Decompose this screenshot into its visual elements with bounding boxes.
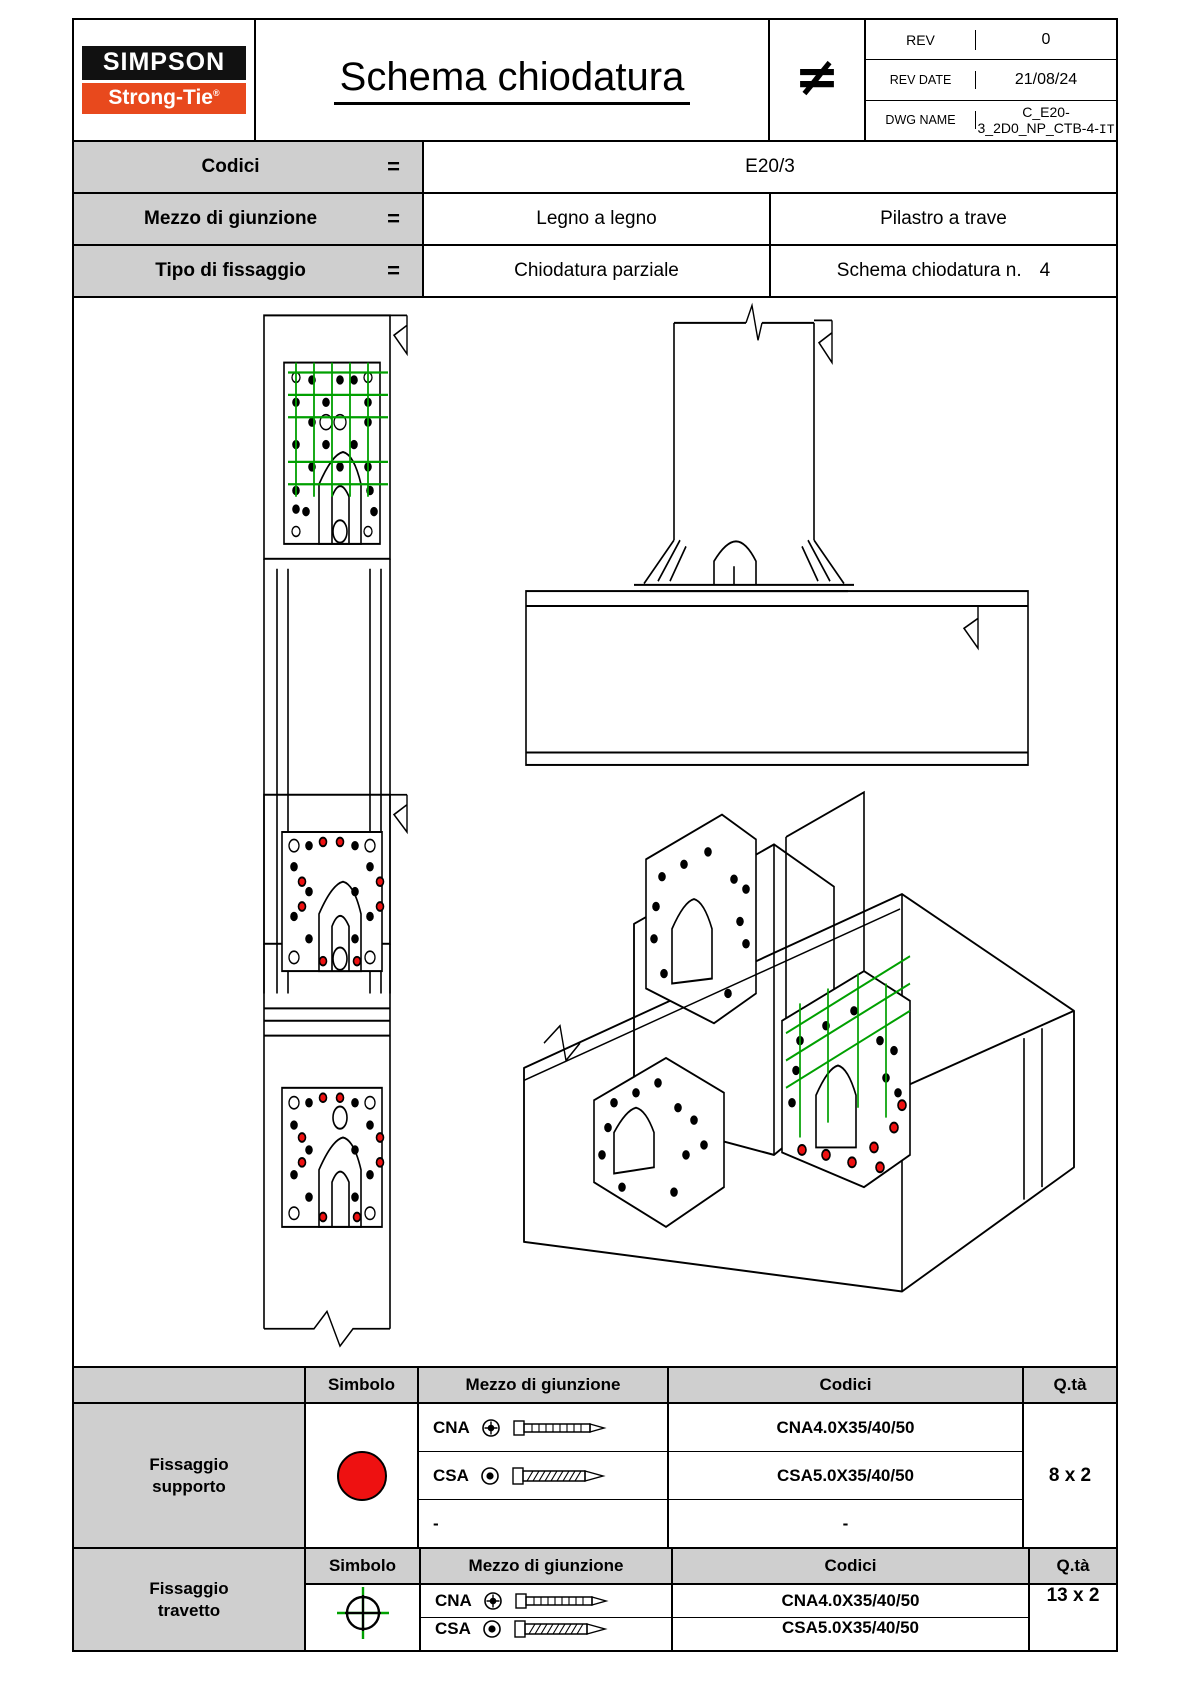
side-view-bottom-left	[264, 1056, 390, 1347]
dwg-name-suffix: IT	[1098, 121, 1115, 137]
info-row-tipo	[74, 246, 1116, 298]
brand-logo-strongtie	[82, 83, 246, 114]
legend-item-mezzo-label: CNA	[433, 1417, 470, 1437]
legend-item-mezzo	[421, 1618, 671, 1640]
legend-header-qta-1: Q.tà	[1053, 1375, 1087, 1394]
screw-profile-icon	[513, 1618, 609, 1640]
dwg-name-label: DWG NAME	[866, 111, 976, 129]
info-value-schema-number: 4	[1039, 260, 1051, 281]
legend-body-row-2	[74, 1549, 1116, 1650]
legend-group-name-supporto-l2: supporto	[152, 1476, 226, 1496]
dwg-name-main: C_E20-3_2D0_NP_CTB-4-	[977, 103, 1099, 136]
legend-header-qta-2-text: Q.tà	[1056, 1556, 1090, 1575]
legend-item-codici: CSA5.0X35/40/50	[669, 1452, 1024, 1499]
not-equal-icon	[770, 20, 866, 140]
info-row-codici	[74, 142, 1116, 194]
brand-registered-mark: ®	[212, 88, 220, 98]
legend-fissaggio-supporto	[74, 1368, 1116, 1549]
legend-qta-supporto: 8 x 2	[1048, 1464, 1092, 1486]
legend-header-simbolo-2	[306, 1549, 419, 1585]
legend-item-row	[419, 1500, 1024, 1547]
legend-header-codici-2-text: Codici	[824, 1556, 877, 1575]
legend-group-name-travetto	[74, 1549, 306, 1650]
legend-codici-col-2	[671, 1549, 1028, 1650]
legend-qta-travetto-text: 13 x 2	[1046, 1585, 1100, 1606]
legend-item-mezzo-label: CSA	[435, 1619, 471, 1638]
not-equal-glyph: ≠	[794, 45, 840, 108]
legend-header-simbolo-1: Simbolo	[306, 1368, 419, 1402]
legend-items-supporto	[419, 1404, 1024, 1547]
legend-mezzo-col-2	[419, 1549, 671, 1650]
round-cross-head-icon	[482, 1590, 504, 1612]
round-cross-head-icon	[480, 1417, 502, 1439]
info-label-codici-text: Codici	[201, 156, 260, 177]
red-filled-circle-icon	[337, 1451, 387, 1501]
brand-logo-simpson: SIMPSON	[82, 46, 246, 80]
legend-item-mezzo-label: -	[433, 1513, 439, 1533]
brand-logo	[74, 20, 256, 140]
legend-item-mezzo	[421, 1585, 671, 1618]
rev-value: 0	[1041, 30, 1051, 48]
legend-symbol-red-circle	[306, 1404, 419, 1547]
sheet-title-text: Schema chiodatura	[334, 56, 691, 105]
info-value-tipo-left: Chiodatura parziale	[424, 246, 771, 296]
isometric-view	[524, 792, 1074, 1291]
legend-header-codici-1: Codici	[669, 1368, 1024, 1402]
legend-item-mezzo	[419, 1452, 669, 1499]
legend-item-codici: CSA5.0X35/40/50	[781, 1618, 920, 1637]
legend-group-name-travetto-l1: Fissaggio	[149, 1579, 229, 1599]
dwg-name-value	[976, 104, 1116, 137]
info-value-tipo-right	[771, 246, 1116, 296]
title-block	[74, 20, 1116, 142]
info-label-codici	[74, 142, 424, 192]
legend-symbol-green-crosshair	[306, 1585, 419, 1641]
info-equals-sign: =	[387, 206, 400, 231]
legend-item-mezzo	[419, 1404, 669, 1451]
nail-profile-icon	[512, 1418, 608, 1438]
info-label-mezzo-text: Mezzo di giunzione	[144, 208, 318, 229]
info-label-tipo	[74, 246, 424, 296]
technical-drawing	[74, 298, 1116, 1366]
sheet-frame	[72, 18, 1118, 1652]
info-value-codici: E20/3	[745, 156, 795, 177]
rev-label: REV	[866, 30, 976, 50]
legend-qta-col-2	[1028, 1549, 1116, 1650]
info-value-mezzo-left: Legno a legno	[424, 194, 771, 244]
legend-item-mezzo-label: CNA	[435, 1591, 472, 1610]
legend-header-mezzo-1: Mezzo di giunzione	[419, 1368, 669, 1402]
legend-group-name-supporto	[74, 1404, 306, 1547]
legend-header-row-1	[74, 1368, 1116, 1404]
green-crosshair-circle-icon	[335, 1585, 391, 1641]
info-equals-sign: =	[387, 154, 400, 179]
legend-corner-blank-1	[74, 1368, 306, 1402]
rev-date-value: 21/08/24	[1014, 70, 1078, 88]
legend-fissaggio-travetto	[74, 1549, 1116, 1650]
legend-item-mezzo	[419, 1500, 669, 1547]
legend-group-name-travetto-l2: travetto	[157, 1600, 221, 1620]
legend-item-row	[419, 1452, 1024, 1500]
info-label-mezzo	[74, 194, 424, 244]
side-view-middle-left	[264, 795, 407, 1056]
round-dot-head-icon	[479, 1465, 501, 1487]
legend-body-row-1	[74, 1404, 1116, 1549]
revision-date-row	[866, 60, 1116, 100]
rev-date-label: REV DATE	[866, 71, 976, 89]
legend-group-name-supporto-l1: Fissaggio	[149, 1455, 229, 1475]
nail-profile-icon	[514, 1591, 610, 1611]
drawing-area	[74, 298, 1116, 1368]
legend-item-mezzo-label: CSA	[433, 1465, 469, 1485]
info-label-tipo-text: Tipo di fissaggio	[155, 260, 306, 281]
info-value-mezzo-right: Pilastro a trave	[880, 208, 1007, 229]
info-equals-sign: =	[387, 258, 400, 283]
legend-item-codici: CNA4.0X35/40/50	[673, 1585, 1028, 1618]
round-dot-head-icon	[481, 1618, 503, 1640]
info-row-mezzo	[74, 194, 1116, 246]
legend-header-codici-2	[673, 1549, 1028, 1585]
legend-header-qta-2	[1030, 1549, 1116, 1585]
dwg-name-row	[866, 101, 1116, 140]
legend-header-mezzo-2	[421, 1549, 671, 1585]
legend-item-row	[419, 1404, 1024, 1452]
revision-rows	[866, 20, 1116, 140]
legend-header-simbolo-2-text: Simbolo	[328, 1556, 397, 1575]
revision-block	[768, 20, 1116, 140]
revision-row	[866, 20, 1116, 60]
front-view-top-right	[526, 305, 1028, 764]
legend-symbol-col-2	[306, 1549, 419, 1650]
sheet-title	[256, 20, 768, 140]
screw-profile-icon	[511, 1465, 607, 1487]
brand-logo-strongtie-text: Strong-Tie	[108, 86, 213, 109]
legend-item-codici: CNA4.0X35/40/50	[669, 1404, 1024, 1451]
info-value-tipo-right-text: Schema chiodatura n.	[836, 260, 1022, 281]
legend-item-codici: -	[669, 1500, 1024, 1547]
legend-header-mezzo-2-text: Mezzo di giunzione	[468, 1556, 624, 1575]
legend-qta-travetto	[1030, 1585, 1116, 1607]
